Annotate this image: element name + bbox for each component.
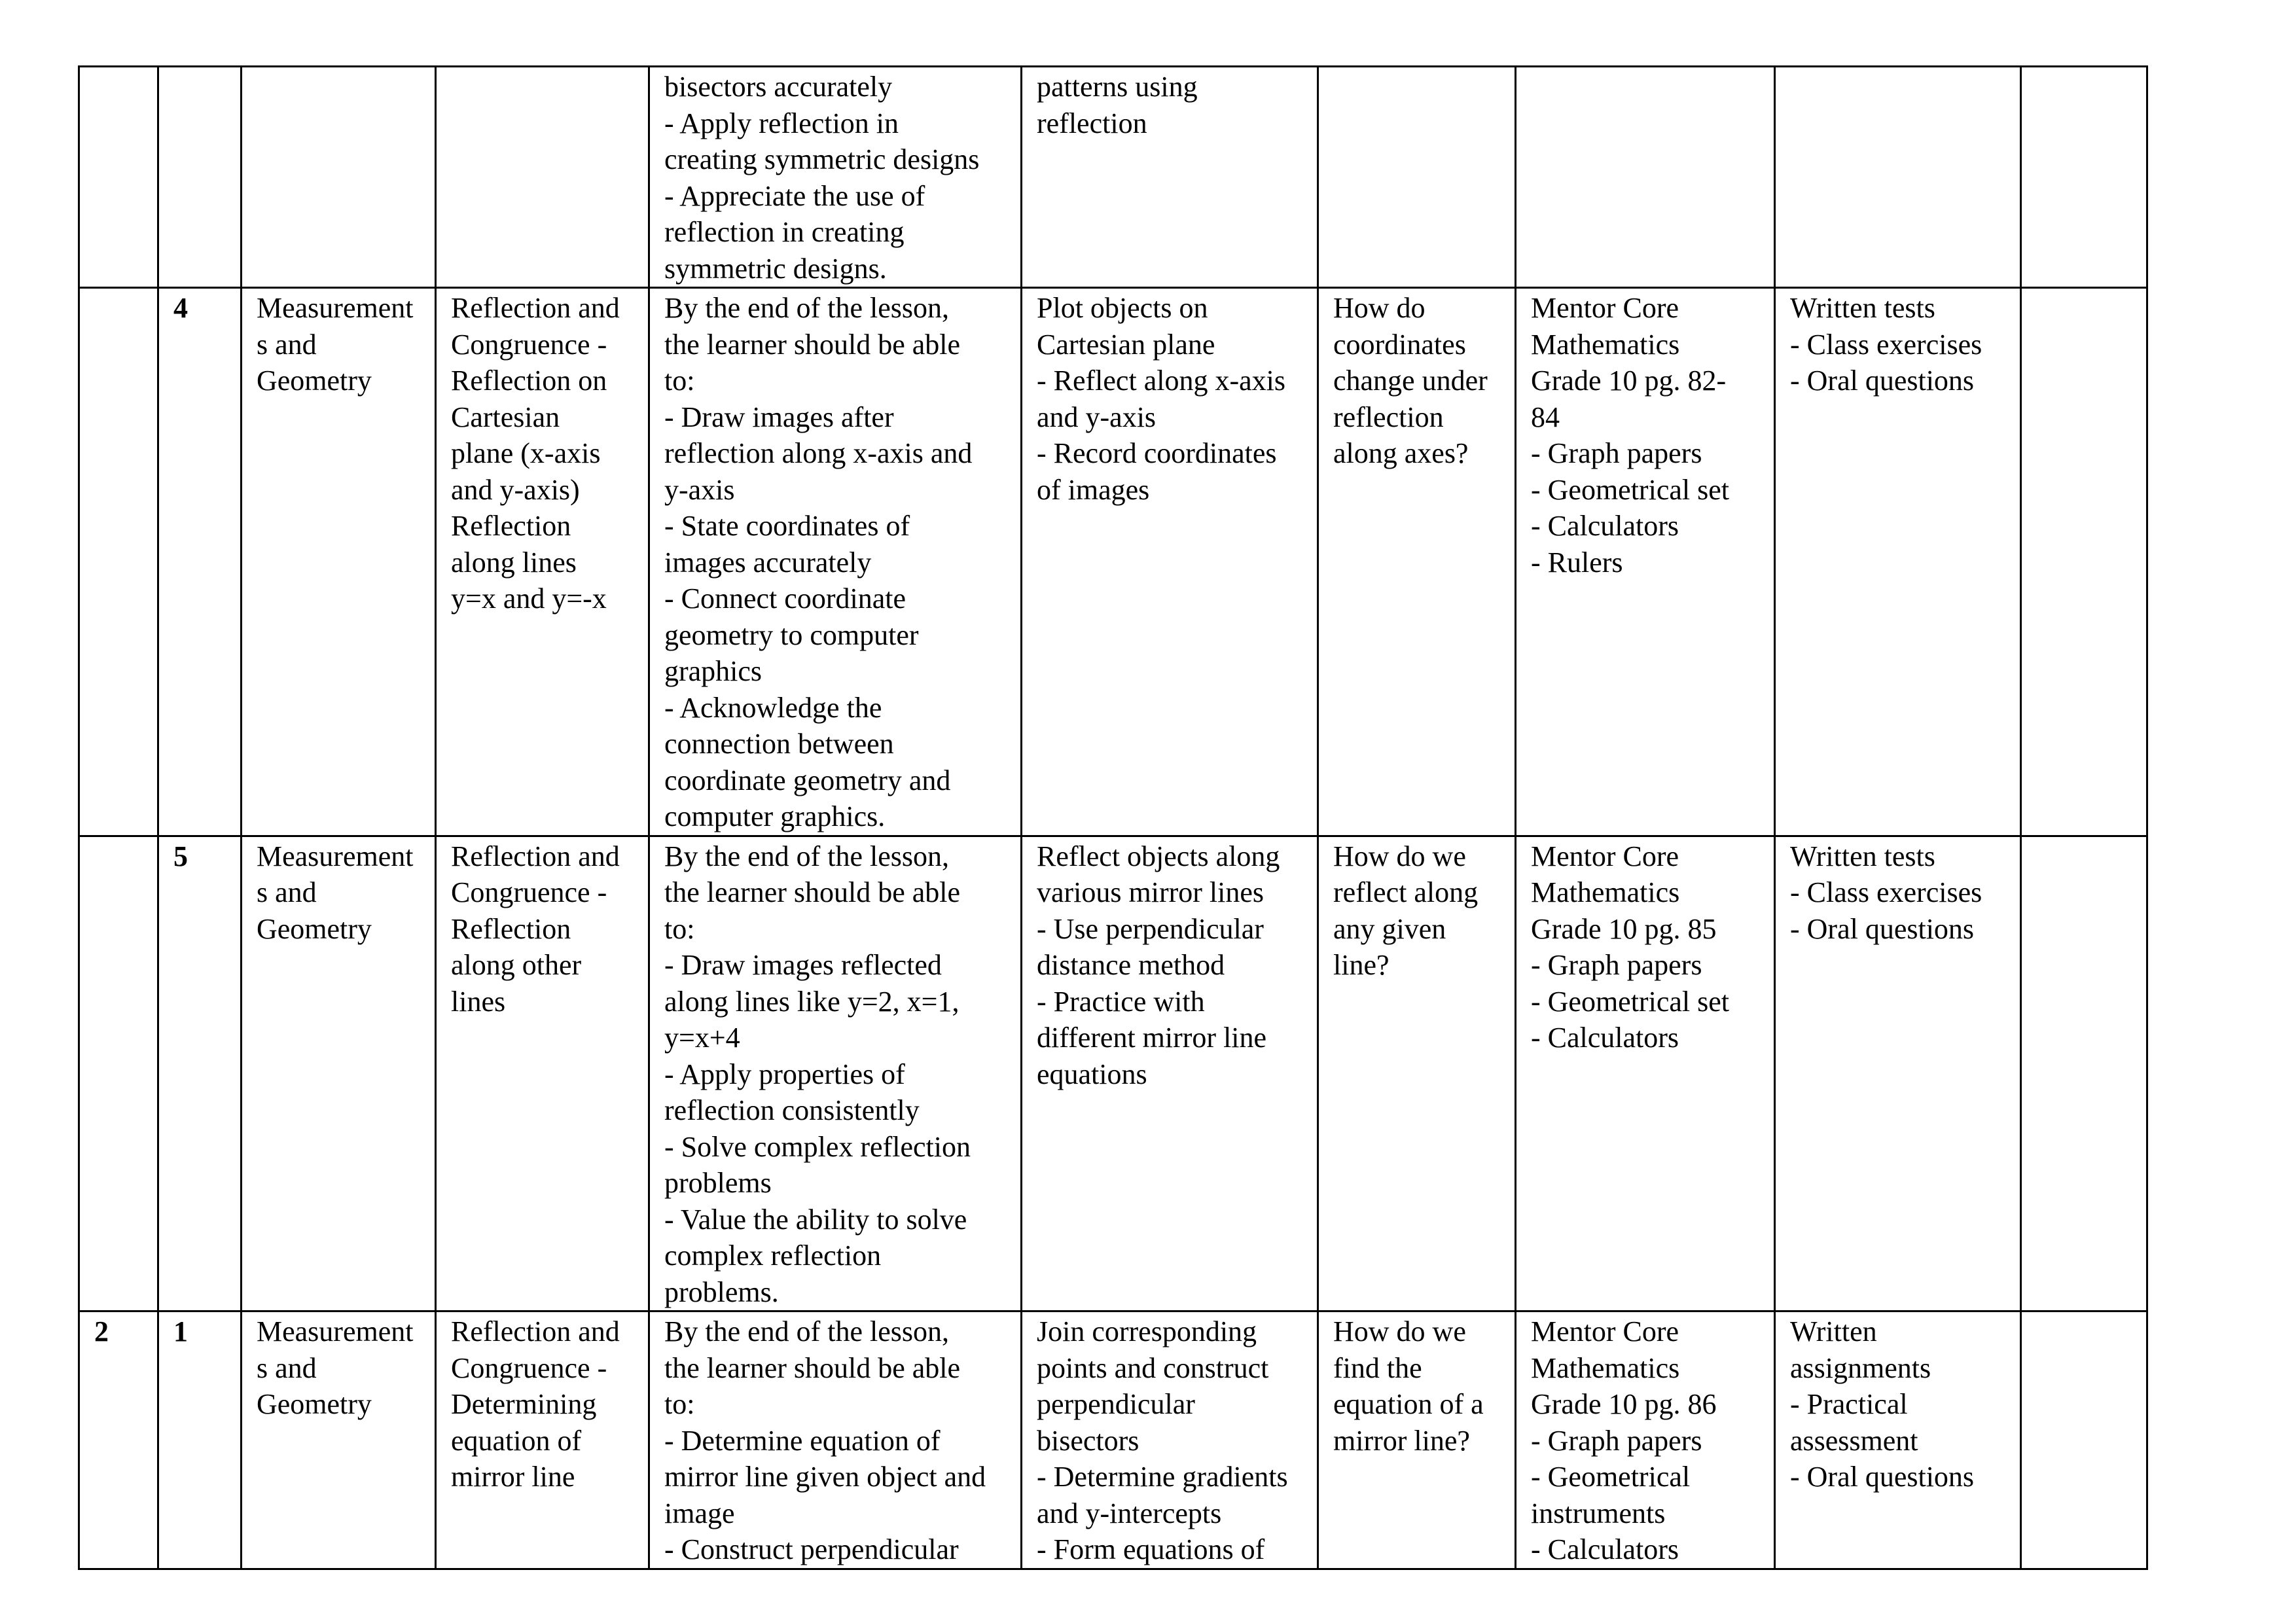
cell-text-line: of images: [1037, 473, 1150, 506]
remarks-cell: [2021, 1311, 2147, 1569]
cell-text-line: Plot objects on: [1037, 292, 1208, 324]
cell-text-line: mirror line: [451, 1461, 575, 1493]
learning-outcomes-cell: [649, 1311, 1022, 1569]
cell-text-line: - Oral questions: [1790, 365, 1975, 397]
cell-text-line: By the end of the lesson,: [664, 1315, 950, 1347]
cell-text-line: Geometry: [257, 1388, 372, 1420]
cell-text-line: - Determine equation of: [664, 1424, 941, 1457]
learning-experiences-cell: [1022, 1311, 1318, 1569]
lesson-cell: [158, 67, 242, 288]
lesson-cell: 5: [158, 836, 242, 1311]
cell-text-line: Grade 10 pg. 85: [1531, 912, 1717, 945]
cell-text-line: Reflection and: [451, 1315, 620, 1347]
cell-text-line: - Form equations of: [1037, 1533, 1265, 1565]
cell-text-line: - Value the ability to solve: [664, 1203, 967, 1236]
cell-text-line: How do we: [1333, 840, 1466, 872]
assessment-cell: [1775, 288, 2021, 836]
strand-cell: [242, 1311, 436, 1569]
cell-text-line: - Construct perpendicular: [664, 1533, 959, 1565]
cell-text-line: - Apply properties of: [664, 1058, 905, 1090]
cell-text-line: creating symmetric designs: [664, 143, 980, 175]
cell-text-line: - Draw images reflected: [664, 949, 942, 981]
cell-text-line: Mathematics: [1531, 876, 1680, 908]
cell-text-line: the learner should be able: [664, 1351, 961, 1384]
sub-strand-cell: [436, 1311, 649, 1569]
cell-text-line: Cartesian: [451, 401, 560, 433]
cell-text-line: y-axis: [664, 473, 735, 506]
table-row: [79, 836, 2147, 1311]
cell-text-line: reflection in creating: [664, 216, 905, 248]
cell-text-line: distance method: [1037, 949, 1225, 981]
cell-text-line: - Apply reflection in: [664, 107, 899, 139]
cell-text-line: complex reflection: [664, 1240, 882, 1272]
table-row: [79, 1311, 2147, 1569]
cell-text-line: - Determine gradients: [1037, 1461, 1288, 1493]
cell-text-line: - Calculators: [1531, 1022, 1679, 1054]
cell-text-line: By the end of the lesson,: [664, 292, 950, 324]
scheme-of-work-table: [78, 65, 2148, 1570]
lesson-cell: 1: [158, 1311, 242, 1569]
cell-text-line: Congruence -: [451, 876, 607, 908]
cell-text-line: Reflection on: [451, 365, 607, 397]
key-inquiry-question-cell: [1318, 1311, 1516, 1569]
cell-text-line: How do we: [1333, 1315, 1466, 1347]
cell-text-line: - Geometrical set: [1531, 985, 1729, 1018]
cell-text-line: - Acknowledge the: [664, 691, 882, 724]
key-inquiry-question-cell: [1318, 67, 1516, 288]
sub-strand-cell: [436, 836, 649, 1311]
cell-text-line: Geometry: [257, 912, 372, 945]
cell-text-line: - Calculators: [1531, 510, 1679, 542]
cell-text-line: bisectors: [1037, 1424, 1139, 1457]
cell-text-line: reflection along x-axis and: [664, 437, 973, 469]
cell-text-line: symmetric designs.: [664, 252, 887, 285]
cell-text-line: Congruence -: [451, 1351, 607, 1384]
cell-text-line: - Class exercises: [1790, 876, 1982, 908]
cell-text-line: equations: [1037, 1058, 1147, 1090]
cell-text-line: along axes?: [1333, 437, 1469, 469]
cell-text-line: change under: [1333, 365, 1488, 397]
cell-text-line: - Use perpendicular: [1037, 912, 1264, 945]
cell-text-line: y=x+4: [664, 1022, 740, 1054]
remarks-cell: [2021, 836, 2147, 1311]
cell-text-line: Cartesian plane: [1037, 328, 1215, 361]
cell-text-line: reflect along: [1333, 876, 1479, 908]
cell-text-line: Reflection and: [451, 840, 620, 872]
cell-text-line: - Practice with: [1037, 985, 1205, 1018]
cell-text-line: bisectors accurately: [664, 71, 893, 103]
cell-text-line: Reflection: [451, 510, 571, 542]
cell-text-line: - Rulers: [1531, 546, 1623, 579]
cell-text-line: along other: [451, 949, 582, 981]
learning-resources-cell: [1516, 67, 1775, 288]
cell-text-line: along lines like y=2, x=1,: [664, 985, 960, 1018]
cell-text-line: Written tests: [1790, 840, 1935, 872]
cell-text-line: Mentor Core: [1531, 840, 1679, 872]
cell-text-line: - Oral questions: [1790, 912, 1975, 945]
cell-text-line: to:: [664, 365, 695, 397]
strand-cell: [242, 288, 436, 836]
cell-text-line: y=x and y=-x: [451, 582, 607, 615]
remarks-cell: [2021, 67, 2147, 288]
strand-cell: [242, 67, 436, 288]
learning-experiences-cell: [1022, 836, 1318, 1311]
sub-strand-cell: [436, 67, 649, 288]
cell-text-line: perpendicular: [1037, 1388, 1195, 1420]
cell-text-line: plane (x-axis: [451, 437, 601, 469]
cell-text-line: the learner should be able: [664, 876, 961, 908]
cell-text-line: - Record coordinates: [1037, 437, 1277, 469]
learning-outcomes-cell: [649, 67, 1022, 288]
cell-text-line: - Graph papers: [1531, 437, 1702, 469]
cell-text-line: - Class exercises: [1790, 328, 1982, 361]
cell-text-line: Mentor Core: [1531, 292, 1679, 324]
learning-resources-cell: [1516, 836, 1775, 1311]
cell-text-line: Mathematics: [1531, 328, 1680, 361]
cell-text-line: coordinate geometry and: [664, 764, 951, 796]
cell-text-line: Written: [1790, 1315, 1877, 1347]
cell-text-line: - Oral questions: [1790, 1461, 1975, 1493]
cell-text-line: Reflection: [451, 912, 571, 945]
learning-experiences-cell: [1022, 67, 1318, 288]
cell-text-line: Congruence -: [451, 328, 607, 361]
cell-text-line: lines: [451, 985, 506, 1018]
cell-text-line: assessment: [1790, 1424, 1918, 1457]
cell-text-line: Reflect objects along: [1037, 840, 1280, 872]
cell-text-line: instruments: [1531, 1497, 1666, 1529]
cell-text-line: Measurement: [257, 1315, 414, 1347]
week-cell: [79, 836, 158, 1311]
assessment-cell: [1775, 1311, 2021, 1569]
key-inquiry-question-cell: [1318, 836, 1516, 1311]
table-row: [79, 288, 2147, 836]
cell-text-line: reflection consistently: [664, 1094, 920, 1126]
lesson-cell: 4: [158, 288, 242, 836]
cell-text-line: any given: [1333, 912, 1446, 945]
cell-text-line: - Draw images after: [664, 401, 894, 433]
cell-text-line: Mentor Core: [1531, 1315, 1679, 1347]
cell-text-line: - Graph papers: [1531, 949, 1702, 981]
cell-text-line: assignments: [1790, 1351, 1931, 1384]
cell-text-line: By the end of the lesson,: [664, 840, 950, 872]
cell-text-line: - Calculators: [1531, 1533, 1679, 1565]
table-row: [79, 67, 2147, 288]
cell-text-line: Written tests: [1790, 292, 1935, 324]
cell-text-line: Grade 10 pg. 82-: [1531, 365, 1727, 397]
cell-text-line: reflection: [1333, 401, 1444, 433]
cell-text-line: geometry to computer: [664, 618, 919, 651]
cell-text-line: - Solve complex reflection: [664, 1130, 971, 1163]
remarks-cell: [2021, 288, 2147, 836]
cell-text-line: computer graphics.: [664, 800, 886, 832]
cell-text-line: mirror line given object and: [664, 1461, 986, 1493]
cell-text-line: patterns using: [1037, 71, 1198, 103]
cell-text-line: problems.: [664, 1275, 779, 1308]
cell-text-line: the learner should be able: [664, 328, 961, 361]
cell-text-line: connection between: [664, 728, 894, 760]
cell-text-line: - Geometrical set: [1531, 473, 1729, 506]
cell-text-line: - Graph papers: [1531, 1424, 1702, 1457]
week-cell: [79, 67, 158, 288]
cell-text-line: find the: [1333, 1351, 1422, 1384]
cell-text-line: different mirror line: [1037, 1022, 1267, 1054]
week-cell: [79, 288, 158, 836]
cell-text-line: equation of: [451, 1424, 582, 1457]
learning-outcomes-cell: [649, 288, 1022, 836]
learning-experiences-cell: [1022, 288, 1318, 836]
cell-text-line: Determining: [451, 1388, 597, 1420]
cell-text-line: - Appreciate the use of: [664, 179, 925, 212]
cell-text-line: and y-axis: [1037, 401, 1157, 433]
cell-text-line: reflection: [1037, 107, 1147, 139]
cell-text-line: mirror line?: [1333, 1424, 1470, 1457]
cell-text-line: - Reflect along x-axis: [1037, 365, 1285, 397]
cell-text-line: s and: [257, 1351, 317, 1384]
assessment-cell: [1775, 67, 2021, 288]
cell-text-line: Join corresponding: [1037, 1315, 1257, 1347]
cell-text-line: s and: [257, 328, 317, 361]
cell-text-line: to:: [664, 912, 695, 945]
cell-text-line: along lines: [451, 546, 577, 579]
cell-text-line: - Practical: [1790, 1388, 1908, 1420]
learning-resources-cell: [1516, 1311, 1775, 1569]
cell-text-line: problems: [664, 1167, 772, 1199]
cell-text-line: graphics: [664, 655, 762, 687]
cell-text-line: Measurement: [257, 840, 414, 872]
cell-text-line: image: [664, 1497, 735, 1529]
cell-text-line: 84: [1531, 401, 1560, 433]
cell-text-line: equation of a: [1333, 1388, 1484, 1420]
cell-text-line: and y-axis): [451, 473, 580, 506]
cell-text-line: line?: [1333, 949, 1390, 981]
strand-cell: [242, 836, 436, 1311]
learning-outcomes-cell: [649, 836, 1022, 1311]
cell-text-line: various mirror lines: [1037, 876, 1265, 908]
cell-text-line: images accurately: [664, 546, 872, 579]
cell-text-line: points and construct: [1037, 1351, 1269, 1384]
cell-text-line: Reflection and: [451, 292, 620, 324]
cell-text-line: - State coordinates of: [664, 510, 910, 542]
cell-text-line: coordinates: [1333, 328, 1466, 361]
learning-resources-cell: [1516, 288, 1775, 836]
cell-text-line: to:: [664, 1388, 695, 1420]
cell-text-line: Geometry: [257, 365, 372, 397]
cell-text-line: Mathematics: [1531, 1351, 1680, 1384]
table-body: [79, 67, 2147, 1569]
cell-text-line: and y-intercepts: [1037, 1497, 1222, 1529]
assessment-cell: [1775, 836, 2021, 1311]
cell-text-line: Grade 10 pg. 86: [1531, 1388, 1717, 1420]
key-inquiry-question-cell: [1318, 288, 1516, 836]
cell-text-line: Measurement: [257, 292, 414, 324]
cell-text-line: How do: [1333, 292, 1426, 324]
sub-strand-cell: [436, 288, 649, 836]
cell-text-line: s and: [257, 876, 317, 908]
week-cell: 2: [79, 1311, 158, 1569]
cell-text-line: - Connect coordinate: [664, 582, 906, 615]
cell-text-line: - Geometrical: [1531, 1461, 1691, 1493]
